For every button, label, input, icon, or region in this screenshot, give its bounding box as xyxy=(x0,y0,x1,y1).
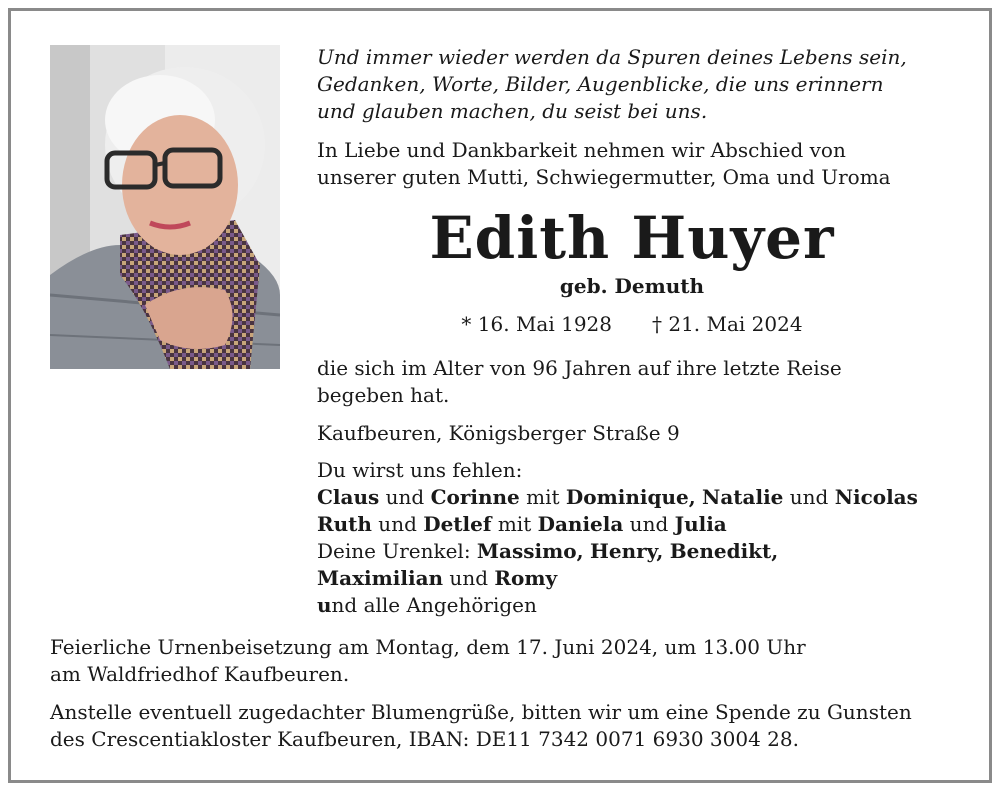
age-statement xyxy=(317,355,842,409)
mourner-name: Massimo, xyxy=(476,539,584,563)
poem-line: und glauben machen, du seist bei uns. xyxy=(317,99,708,123)
mourners-list xyxy=(317,457,918,619)
mourner-name: Natalie xyxy=(702,485,784,509)
mourner-name: Claus xyxy=(317,485,380,509)
mourner-name: Ruth xyxy=(317,512,372,536)
donation-info xyxy=(50,699,912,753)
mourner-initial: u xyxy=(317,593,332,617)
ceremony-line: am Waldfriedhof Kaufbeuren. xyxy=(50,662,350,686)
birth-date: * 16. Mai 1928 xyxy=(461,312,612,336)
mourner-name: Nicolas xyxy=(834,485,918,509)
mourners-line xyxy=(317,484,918,511)
connector-text: mit xyxy=(519,485,566,509)
mourner-name: Daniela xyxy=(537,512,624,536)
ceremony-info xyxy=(50,634,806,688)
connector-text: und xyxy=(443,566,495,590)
intro-line: In Liebe und Dankbarkeit nehmen wir Abschied von xyxy=(317,138,846,162)
deceased-name: Edith Huyer xyxy=(429,204,835,272)
mourners-line xyxy=(317,565,918,592)
farewell-intro xyxy=(317,137,891,191)
portrait-photo xyxy=(50,45,280,369)
connector-text: mit xyxy=(491,512,538,536)
memorial-poem xyxy=(317,44,907,125)
mourners-intro: Du wirst uns fehlen: xyxy=(317,458,523,482)
connector-text: nd alle Angehörigen xyxy=(331,593,537,617)
connector-text: und xyxy=(783,485,835,509)
poem-line: Gedanken, Worte, Bilder, Augenblicke, die uns erinnern xyxy=(317,72,884,96)
mourner-name: Detlef xyxy=(423,512,492,536)
mourner-name: Romy xyxy=(494,566,558,590)
mourner-name: Dominique, xyxy=(565,485,696,509)
mourners-line xyxy=(317,592,918,619)
mourner-name: Benedikt, xyxy=(669,539,779,563)
donation-line: Anstelle eventuell zugedachter Blumengrüße, bitten wir um eine Spende zu Gunsten xyxy=(50,700,912,724)
mourner-name: Henry, xyxy=(589,539,664,563)
donation-line: des Crescentiakloster Kaufbeuren, IBAN: DE11 7342 0071 6930 3004 28. xyxy=(50,727,799,751)
connector-text: Deine Urenkel: xyxy=(317,539,477,563)
portrait-image xyxy=(50,45,280,369)
mourner-name: Julia xyxy=(674,512,727,536)
death-date: † 21. Mai 2024 xyxy=(652,312,803,336)
age-line: die sich im Alter von 96 Jahren auf ihre letzte Reise xyxy=(317,356,842,380)
mourner-name: Corinne xyxy=(430,485,520,509)
family-address: Kaufbeuren, Königsberger Straße 9 xyxy=(317,421,680,445)
age-line: begeben hat. xyxy=(317,383,450,407)
connector-text: und xyxy=(379,485,431,509)
connector-text: und xyxy=(623,512,675,536)
ceremony-line: Feierliche Urnenbeisetzung am Montag, dem 17. Juni 2024, um 13.00 Uhr xyxy=(50,635,806,659)
mourner-name: Maximilian xyxy=(317,566,444,590)
intro-line: unserer guten Mutti, Schwiegermutter, Oma und Uroma xyxy=(317,165,891,189)
mourners-line xyxy=(317,538,918,565)
mourners-line xyxy=(317,511,918,538)
poem-line: Und immer wieder werden da Spuren deines Lebens sein, xyxy=(317,45,907,69)
life-dates xyxy=(317,312,947,336)
maiden-name: geb. Demuth xyxy=(559,274,705,298)
connector-text: und xyxy=(371,512,424,536)
